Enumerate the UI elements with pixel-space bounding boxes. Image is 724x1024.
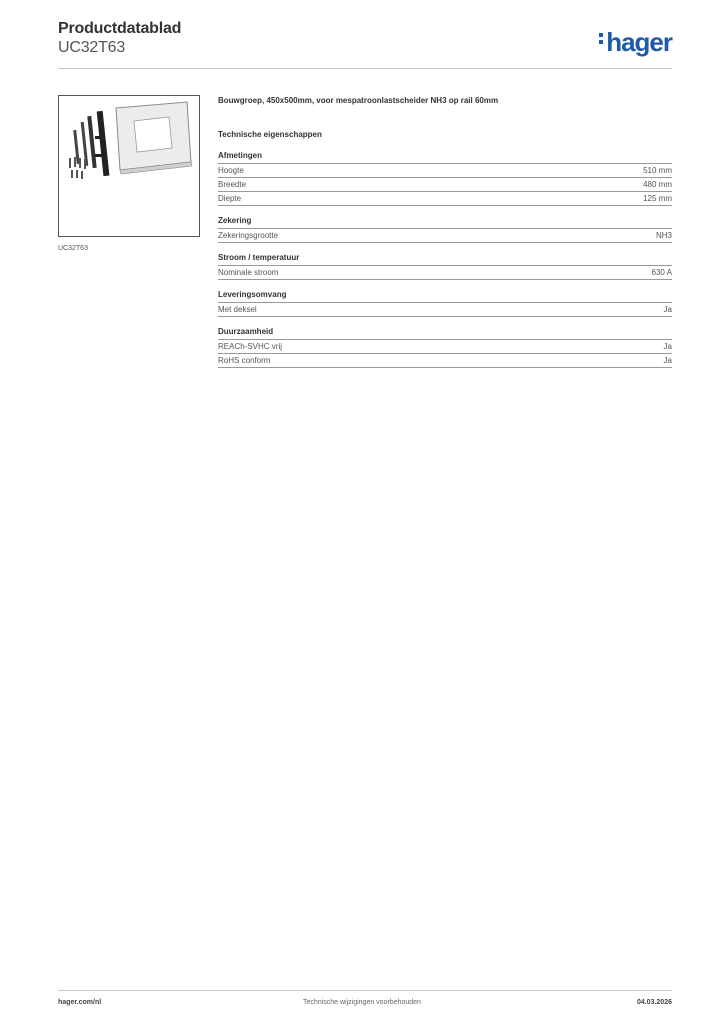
group-title: Duurzaamheid — [218, 327, 672, 340]
property-value: 480 mm — [643, 180, 672, 189]
footer-disclaimer: Technische wijzigingen voorbehouden — [303, 999, 421, 1006]
property-label: Diepte — [218, 194, 242, 203]
group-title: Afmetingen — [218, 151, 672, 164]
logo-text: hager — [606, 27, 672, 57]
product-details — [218, 96, 672, 368]
property-row — [218, 340, 672, 354]
hager-logo[interactable] — [599, 27, 672, 58]
property-label: Met deksel — [218, 305, 257, 314]
group-title: Zekering — [218, 216, 672, 229]
product-photo-icon — [59, 96, 199, 236]
header-divider — [58, 68, 672, 69]
property-row — [218, 178, 672, 192]
page-title: Productdatablad — [58, 20, 182, 37]
property-label: RoHS conform — [218, 356, 271, 365]
property-value: Ja — [663, 305, 672, 314]
image-caption: UC32T63 — [58, 245, 88, 252]
product-image — [58, 95, 200, 237]
group-title: Leveringsomvang — [218, 290, 672, 303]
property-value: 630 A — [651, 268, 672, 277]
property-value: Ja — [663, 342, 672, 351]
property-row — [218, 192, 672, 206]
footer-date: 04.03.2026 — [636, 999, 672, 1006]
property-label: Hoogte — [218, 166, 244, 175]
property-row — [218, 266, 672, 280]
property-row — [218, 164, 672, 178]
property-label: REACh-SVHC vrij — [218, 342, 283, 351]
property-value: Ja — [663, 356, 672, 365]
property-value: NH3 — [655, 231, 672, 240]
property-row — [218, 303, 672, 317]
property-label: Zekeringsgrootte — [218, 231, 279, 240]
property-value: 510 mm — [643, 166, 672, 175]
product-description: Bouwgroep, 450x500mm, voor mespatroonlastscheider NH3 op rail 60mm — [218, 96, 499, 105]
logo-dots-icon — [599, 30, 604, 47]
footer-website-link[interactable]: hager.com/nl — [58, 999, 102, 1006]
property-label: Nominale stroom — [218, 268, 279, 277]
property-value: 125 mm — [643, 194, 672, 203]
footer-divider — [58, 990, 672, 991]
group-title: Stroom / temperatuur — [218, 253, 672, 266]
section-title: Technische eigenschappen — [218, 130, 322, 139]
property-row — [218, 229, 672, 243]
product-code: UC32T63 — [58, 39, 126, 56]
property-label: Breedte — [218, 180, 247, 189]
property-row — [218, 354, 672, 368]
